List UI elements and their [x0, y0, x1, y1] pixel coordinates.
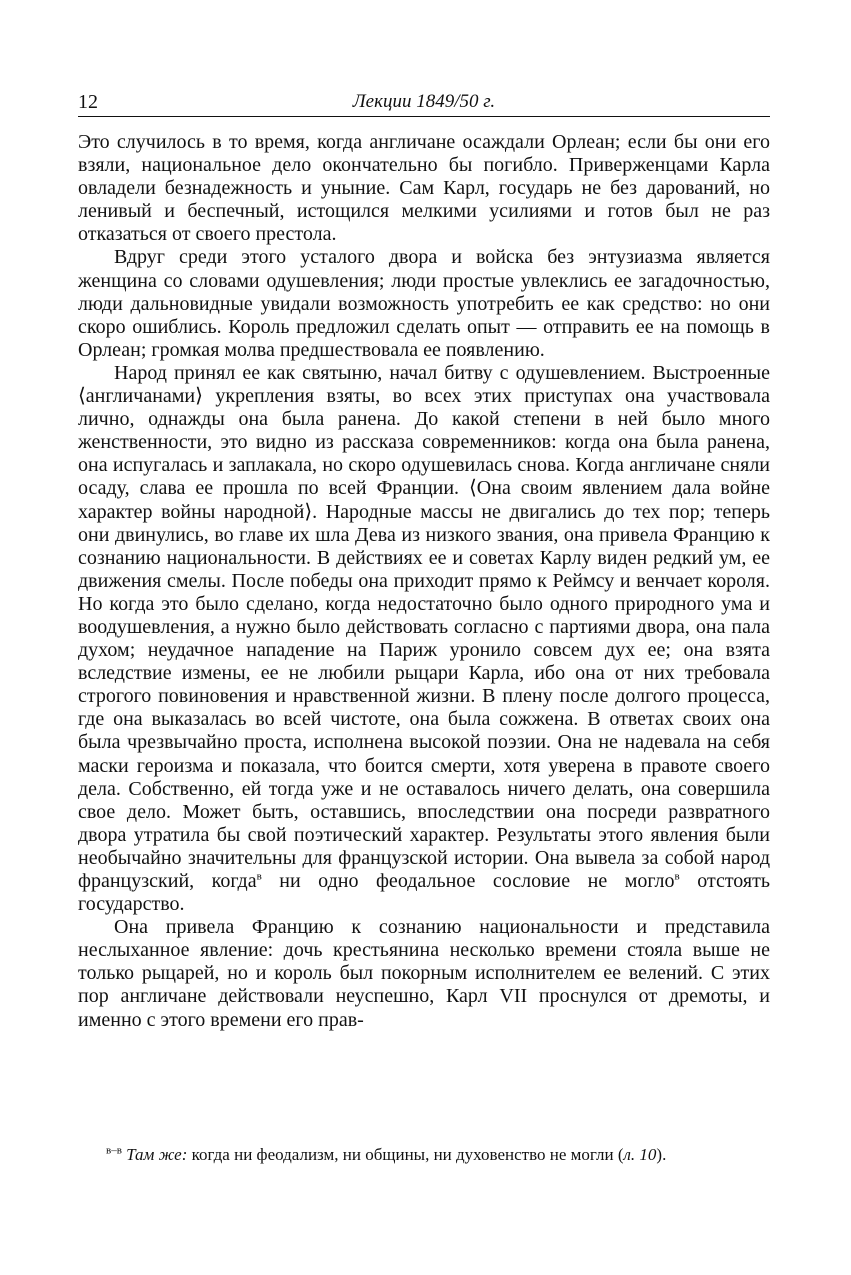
paragraph-3-noted-text: ни одно феодальное сословие не могло	[261, 870, 675, 892]
footnote-mark: в–в	[106, 1144, 122, 1157]
page-number: 12	[78, 91, 98, 113]
paragraph-4: Она привела Францию к сознанию национальности и представила неслыханное явление: дочь крестьянина несколько времени стояла выше не только рыцарей, но и король был покорным исполнителем ее велений. С этих пор англичане действовали неуспешно, Карл VII проснулся от дремоты, и именно с этого времени его прав-	[78, 916, 770, 1031]
paragraph-3	[78, 362, 770, 916]
paragraph-2: Вдруг среди этого усталого двора и войска без энтузиазма является женщина со словами одушевления; люди простые увлеклись ее загадочностью, люди дальновидные увидали возможность употребить ее как средство: но они скоро ошиблись. Король предложил сделать опыт — отправить ее на помощь в Орлеан; громкая молва предшествовала ее появлению.	[78, 246, 770, 361]
paragraph-3-tail: отстоять государство.	[78, 870, 770, 916]
footnote-text: когда ни феодализм, ни общины, ни духовенство не могли (	[187, 1145, 624, 1164]
page	[78, 86, 770, 1032]
running-title: Лекции 1849/50 г.	[352, 91, 496, 112]
paragraph-3-text: Народ принял ее как святыню, начал битву с одушевлением. Выстроенные ⟨англичанами⟩ укрепления взяты, во всех этих приступах она участвовала лично, однажды она была ранена. До какой степени в ней было много женственности, это видно из рассказа современников: когда она была ранена, она испугалась и заплакала, но скоро одушевилась снова. Когда англичане сняли осаду, слава ее прошла по всей Франции. ⟨Она своим явлением дала войне характер войны народной⟩. Народные массы не двигались до тех пор; теперь они двинулись, во главе их шла Дева из низкого звания, она привела Францию к сознанию национальности. В действиях ее и советах Карлу виден редкий ум, ее движения смелы. После победы она приходит прямо к Реймсу и венчает короля. Но когда это было сделано, когда недостаточно было одного природного ума и воодушевления, а нужно было действовать согласно с партиями двора, она пала духом; неудачное нападение на Париж уронило совсем дух ее; она взята вследствие измены, ее не любили рыцари Карла, ибо она от них требовала строгого повиновения и нравственной жизни. В плену после долгого процесса, где она выказалась во всей чистоте, она была сожжена. В ответах своих она была чрезвычайно проста, исполнена высокой поэзии. Она не надевала на себя маски героизма и показала, что боится смерти, хотя уверена в правоте своего дела. Собственно, ей тогда уже и не оставалось ничего делать, она совершила свое дело. Может быть, оставшись, впоследствии она посреди развратного двора утратила бы свой поэтический характер. Результаты этого явления были необычайно значительны для французской истории. Она вывела за собой народ французский, когда	[78, 361, 770, 892]
note-mark-end: в	[674, 870, 680, 883]
footnote-close: ).	[656, 1145, 667, 1164]
running-head	[78, 86, 770, 117]
footnote-ref: л. 10	[623, 1145, 657, 1164]
footnote	[78, 1143, 770, 1166]
paragraph-1: Это случилось в то время, когда англичане осаждали Орлеан; если бы они его взяли, национальное дело окончательно бы погибло. Приверженцами Карла овладели безнадежность и уныние. Сам Карл, государь не без дарований, но ленивый и беспечный, истощился мелкими усилиями и готов был не раз отказаться от своего престола.	[78, 131, 770, 246]
note-mark-start: в	[256, 870, 262, 883]
footnote-source: Там же:	[126, 1145, 188, 1164]
body-text	[78, 131, 770, 1032]
